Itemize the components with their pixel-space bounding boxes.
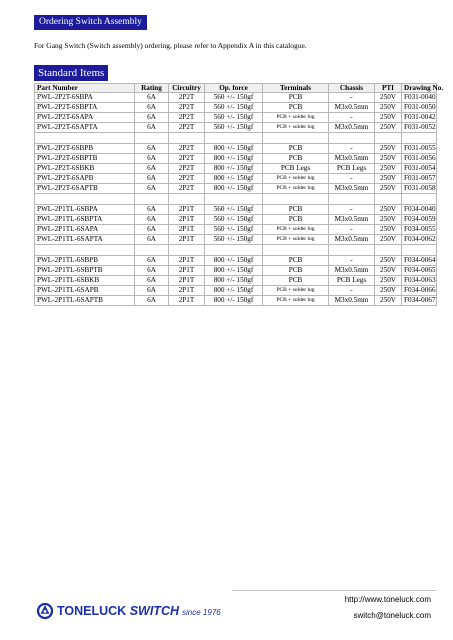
intro-text: For Gang Switch (Switch assembly) ordering, please refer to Appendix A in this catalogue.: [34, 41, 307, 50]
cell-rating: 6A: [135, 205, 169, 215]
spacer-cell: [35, 133, 135, 144]
cell-chassis: -: [329, 93, 375, 103]
spacer-cell: [402, 133, 437, 144]
cell-pti: 250V: [375, 286, 402, 296]
cell-circuitry: 2P1T: [169, 276, 205, 286]
cell-terminals: PCB: [263, 205, 329, 215]
cell-pti: 250V: [375, 144, 402, 154]
cell-chassis: M3x0.5mm: [329, 184, 375, 194]
cell-drawing-no: F034-0067: [402, 296, 437, 306]
cell-op-force: 560 +/- 150gf: [205, 235, 263, 245]
cell-drawing-no: F031-0040: [402, 93, 437, 103]
cell-chassis: -: [329, 144, 375, 154]
col-header-terminals: Terminals: [263, 84, 329, 93]
cell-rating: 6A: [135, 225, 169, 235]
table-row: [35, 235, 437, 245]
cell-rating: 6A: [135, 256, 169, 266]
cell-circuitry: 2P2T: [169, 144, 205, 154]
cell-drawing-no: F031-0050: [402, 103, 437, 113]
cell-part-number: PWL-2P2T-6SBKB: [35, 164, 135, 174]
cell-drawing-no: F034-0040: [402, 205, 437, 215]
cell-circuitry: 2P2T: [169, 184, 205, 194]
section-title-ordering: Ordering Switch Assembly: [34, 15, 147, 30]
cell-drawing-no: F034-0065: [402, 266, 437, 276]
cell-op-force: 560 +/- 150gf: [205, 93, 263, 103]
cell-chassis: PCB Legs: [329, 276, 375, 286]
cell-part-number: PWL-2P2T-6SBPTB: [35, 154, 135, 164]
cell-part-number: PWL-2P2T-6SBPA: [35, 93, 135, 103]
table-row: [35, 164, 437, 174]
cell-chassis: -: [329, 225, 375, 235]
cell-chassis: PCB Legs: [329, 164, 375, 174]
col-header-part-number: Part Number: [35, 84, 135, 93]
spacer-cell: [263, 133, 329, 144]
cell-rating: 6A: [135, 296, 169, 306]
spacer-cell: [402, 245, 437, 256]
cell-rating: 6A: [135, 123, 169, 133]
table-row: [35, 276, 437, 286]
cell-circuitry: 2P1T: [169, 286, 205, 296]
cell-pti: 250V: [375, 266, 402, 276]
cell-pti: 250V: [375, 154, 402, 164]
cell-drawing-no: F034-0059: [402, 215, 437, 225]
cell-terminals: PCB: [263, 154, 329, 164]
cell-circuitry: 2P2T: [169, 174, 205, 184]
cell-part-number: PWL-2P1TL-6SBPB: [35, 256, 135, 266]
cell-pti: 250V: [375, 123, 402, 133]
brand-word-2: SWITCH: [129, 604, 180, 618]
cell-pti: 250V: [375, 256, 402, 266]
cell-op-force: 560 +/- 150gf: [205, 113, 263, 123]
spacer-cell: [169, 194, 205, 205]
cell-part-number: PWL-2P2T-6SAPA: [35, 113, 135, 123]
cell-op-force: 800 +/- 150gf: [205, 266, 263, 276]
cell-rating: 6A: [135, 164, 169, 174]
cell-drawing-no: F031-0057: [402, 174, 437, 184]
table-row: [35, 113, 437, 123]
cell-circuitry: 2P1T: [169, 296, 205, 306]
table-spacer-row: [35, 194, 437, 205]
cell-part-number: PWL-2P2T-6SAPTB: [35, 184, 135, 194]
cell-part-number: PWL-2P2T-6SBPTA: [35, 103, 135, 113]
cell-pti: 250V: [375, 164, 402, 174]
cell-op-force: 560 +/- 150gf: [205, 225, 263, 235]
cell-op-force: 800 +/- 150gf: [205, 296, 263, 306]
cell-circuitry: 2P2T: [169, 113, 205, 123]
cell-op-force: 560 +/- 150gf: [205, 123, 263, 133]
cell-part-number: PWL-2P1TL-6SBPTA: [35, 215, 135, 225]
cell-chassis: M3x0.5mm: [329, 215, 375, 225]
cell-rating: 6A: [135, 154, 169, 164]
table-row: [35, 286, 437, 296]
cell-rating: 6A: [135, 266, 169, 276]
cell-chassis: M3x0.5mm: [329, 235, 375, 245]
cell-circuitry: 2P2T: [169, 93, 205, 103]
cell-rating: 6A: [135, 174, 169, 184]
col-header-drawing-no: Drawing No.: [402, 84, 437, 93]
cell-part-number: PWL-2P1TL-6SAPTA: [35, 235, 135, 245]
table-body: [35, 93, 437, 306]
footer-divider: [232, 590, 436, 591]
spacer-cell: [402, 194, 437, 205]
cell-rating: 6A: [135, 113, 169, 123]
cell-rating: 6A: [135, 276, 169, 286]
table-row: [35, 296, 437, 306]
cell-pti: 250V: [375, 296, 402, 306]
cell-terminals: PCB + solder lug: [263, 184, 329, 194]
cell-op-force: 800 +/- 150gf: [205, 154, 263, 164]
cell-op-force: 560 +/- 150gf: [205, 205, 263, 215]
cell-terminals: PCB + solder lug: [263, 235, 329, 245]
cell-part-number: PWL-2P1TL-6SBKB: [35, 276, 135, 286]
cell-circuitry: 2P1T: [169, 205, 205, 215]
cell-chassis: M3x0.5mm: [329, 296, 375, 306]
website-link[interactable]: http://www.toneluck.com: [344, 595, 431, 604]
spacer-cell: [205, 245, 263, 256]
brand-since: since 1976: [182, 608, 221, 617]
cell-drawing-no: F031-0054: [402, 164, 437, 174]
cell-terminals: PCB + solder lug: [263, 296, 329, 306]
cell-part-number: PWL-2P1TL-6SBPA: [35, 205, 135, 215]
cell-circuitry: 2P2T: [169, 164, 205, 174]
cell-terminals: PCB: [263, 266, 329, 276]
cell-pti: 250V: [375, 235, 402, 245]
table-row: [35, 215, 437, 225]
cell-pti: 250V: [375, 174, 402, 184]
cell-op-force: 800 +/- 150gf: [205, 164, 263, 174]
spacer-cell: [205, 194, 263, 205]
cell-drawing-no: F034-0066: [402, 286, 437, 296]
cell-rating: 6A: [135, 286, 169, 296]
cell-terminals: PCB: [263, 103, 329, 113]
cell-circuitry: 2P1T: [169, 215, 205, 225]
cell-op-force: 560 +/- 150gf: [205, 103, 263, 113]
cell-rating: 6A: [135, 144, 169, 154]
spacer-cell: [135, 194, 169, 205]
cell-terminals: PCB + solder lug: [263, 123, 329, 133]
spacer-cell: [375, 245, 402, 256]
table-row: [35, 205, 437, 215]
table-row: [35, 266, 437, 276]
cell-drawing-no: F031-0058: [402, 184, 437, 194]
cell-drawing-no: F031-0055: [402, 144, 437, 154]
cell-chassis: -: [329, 113, 375, 123]
cell-circuitry: 2P1T: [169, 235, 205, 245]
cell-rating: 6A: [135, 235, 169, 245]
cell-drawing-no: F031-0056: [402, 154, 437, 164]
cell-op-force: 800 +/- 150gf: [205, 276, 263, 286]
cell-circuitry: 2P1T: [169, 225, 205, 235]
table-row: [35, 93, 437, 103]
cell-pti: 250V: [375, 184, 402, 194]
spacer-cell: [263, 194, 329, 205]
col-header-op-force: Op. force: [205, 84, 263, 93]
cell-circuitry: 2P2T: [169, 154, 205, 164]
table-spacer-row: [35, 133, 437, 144]
cell-chassis: -: [329, 174, 375, 184]
cell-rating: 6A: [135, 103, 169, 113]
spacer-cell: [329, 194, 375, 205]
section-title-standard-items: Standard Items: [34, 65, 108, 81]
cell-rating: 6A: [135, 184, 169, 194]
col-header-circuitry: Circuitry: [169, 84, 205, 93]
cell-chassis: -: [329, 205, 375, 215]
cell-terminals: PCB + solder lug: [263, 286, 329, 296]
cell-op-force: 800 +/- 150gf: [205, 184, 263, 194]
table-row: [35, 174, 437, 184]
cell-op-force: 800 +/- 150gf: [205, 144, 263, 154]
table-row: [35, 225, 437, 235]
table-row: [35, 103, 437, 113]
cell-op-force: 800 +/- 150gf: [205, 256, 263, 266]
cell-drawing-no: F034-0064: [402, 256, 437, 266]
cell-rating: 6A: [135, 93, 169, 103]
table-spacer-row: [35, 245, 437, 256]
cell-drawing-no: F034-0055: [402, 225, 437, 235]
cell-part-number: PWL-2P2T-6SAPTA: [35, 123, 135, 133]
cell-chassis: M3x0.5mm: [329, 123, 375, 133]
cell-pti: 250V: [375, 225, 402, 235]
col-header-rating: Rating: [135, 84, 169, 93]
cell-drawing-no: F034-0062: [402, 235, 437, 245]
table-row: [35, 123, 437, 133]
cell-drawing-no: F034-0063: [402, 276, 437, 286]
cell-op-force: 560 +/- 150gf: [205, 215, 263, 225]
cell-part-number: PWL-2P1TL-6SBPTB: [35, 266, 135, 276]
cell-part-number: PWL-2P1TL-6SAPB: [35, 286, 135, 296]
table-row: [35, 256, 437, 266]
cell-drawing-no: F031-0042: [402, 113, 437, 123]
brand-word-1: TONELUCK: [57, 604, 127, 618]
cell-pti: 250V: [375, 205, 402, 215]
cell-chassis: M3x0.5mm: [329, 154, 375, 164]
spacer-cell: [329, 245, 375, 256]
cell-part-number: PWL-2P2T-6SAPB: [35, 174, 135, 184]
cell-pti: 250V: [375, 103, 402, 113]
spacer-cell: [135, 245, 169, 256]
cell-chassis: M3x0.5mm: [329, 103, 375, 113]
spacer-cell: [329, 133, 375, 144]
cell-terminals: PCB: [263, 256, 329, 266]
spacer-cell: [205, 133, 263, 144]
table-row: [35, 154, 437, 164]
spacer-cell: [35, 245, 135, 256]
cell-circuitry: 2P2T: [169, 103, 205, 113]
cell-drawing-no: F031-0052: [402, 123, 437, 133]
spacer-cell: [375, 194, 402, 205]
cell-rating: 6A: [135, 215, 169, 225]
cell-part-number: PWL-2P2T-6SBPB: [35, 144, 135, 154]
spacer-cell: [135, 133, 169, 144]
cell-op-force: 800 +/- 150gf: [205, 174, 263, 184]
table-header-row: [35, 84, 437, 93]
cell-chassis: M3x0.5mm: [329, 266, 375, 276]
cell-terminals: PCB: [263, 215, 329, 225]
cell-pti: 250V: [375, 276, 402, 286]
cell-op-force: 800 +/- 150gf: [205, 286, 263, 296]
spacer-cell: [263, 245, 329, 256]
table-row: [35, 144, 437, 154]
cell-terminals: PCB: [263, 276, 329, 286]
spacer-cell: [169, 133, 205, 144]
cell-pti: 250V: [375, 215, 402, 225]
cell-terminals: PCB + solder lug: [263, 225, 329, 235]
cell-circuitry: 2P2T: [169, 123, 205, 133]
cell-terminals: PCB: [263, 93, 329, 103]
email-link[interactable]: switch@toneluck.com: [353, 611, 431, 620]
cell-terminals: PCB + solder lug: [263, 174, 329, 184]
cell-chassis: -: [329, 286, 375, 296]
table-row: [35, 184, 437, 194]
cell-circuitry: 2P1T: [169, 256, 205, 266]
cell-pti: 250V: [375, 93, 402, 103]
col-header-pti: PTI: [375, 84, 402, 93]
spacer-cell: [169, 245, 205, 256]
cell-part-number: PWL-2P1TL-6SAPA: [35, 225, 135, 235]
cell-chassis: -: [329, 256, 375, 266]
cell-part-number: PWL-2P1TL-6SAPTB: [35, 296, 135, 306]
cell-circuitry: 2P1T: [169, 266, 205, 276]
standard-items-table: [34, 83, 444, 306]
cell-terminals: PCB: [263, 144, 329, 154]
cell-terminals: PCB + solder lug: [263, 113, 329, 123]
col-header-chassis: Chassis: [329, 84, 375, 93]
spacer-cell: [375, 133, 402, 144]
cell-pti: 250V: [375, 113, 402, 123]
spacer-cell: [35, 194, 135, 205]
cell-terminals: PCB Legs: [263, 164, 329, 174]
